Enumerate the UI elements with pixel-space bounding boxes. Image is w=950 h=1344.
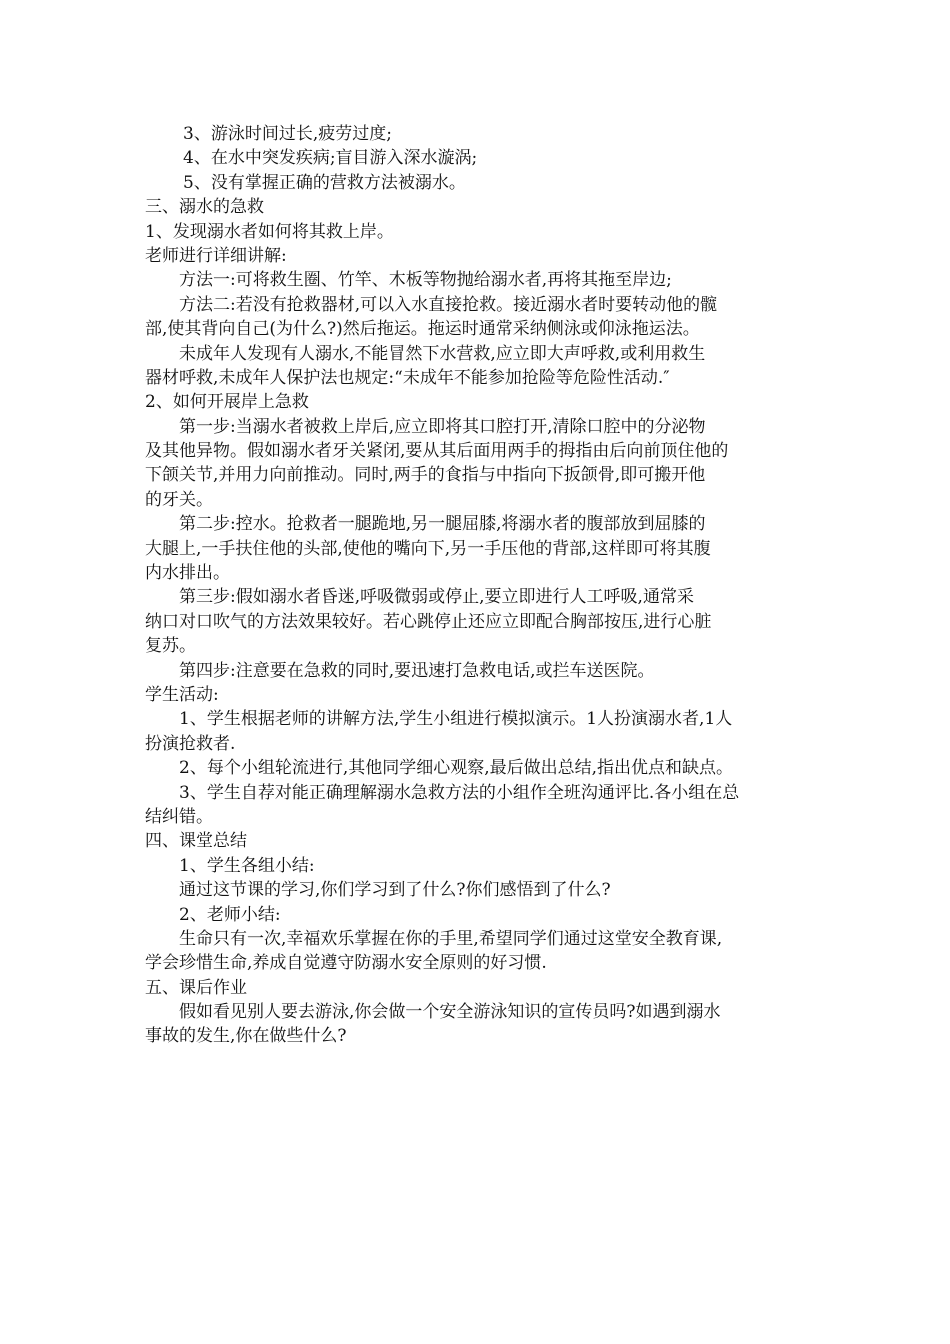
text-line: 通过这节课的学习,你们学习到了什么?你们感悟到了什么? bbox=[179, 880, 611, 901]
text-line: 第三步:假如溺水者昏迷,呼吸微弱或停止,要立即进行人工呼吸,通常采 bbox=[179, 587, 694, 608]
text-line: 1、学生各组小结: bbox=[179, 855, 315, 876]
text-line: 大腿上,一手扶住他的头部,使他的嘴向下,另一手压他的背部,这样即可将其腹 bbox=[145, 538, 711, 559]
text-line: 四、课堂总结 bbox=[145, 831, 247, 852]
text-line: 老师进行详细讲解: bbox=[145, 245, 287, 266]
text-line: 方法二:若没有抢救器材,可以入水直接抢救。接近溺水者时要转动他的髋 bbox=[179, 294, 718, 315]
text-line: 器材呼救,未成年人保护法也规定:“未成年不能参加抢险等危险性活动.″ bbox=[145, 367, 670, 388]
text-line: 3、学生自荐对能正确理解溺水急救方法的小组作全班沟通评比.各小组在总 bbox=[179, 782, 740, 803]
text-line: 内水排出。 bbox=[145, 563, 230, 584]
text-line: 2、如何开展岸上急救 bbox=[145, 392, 309, 413]
text-line: 及其他异物。假如溺水者牙关紧闭,要从其后面用两手的拇指由后向前顶住他的 bbox=[145, 441, 729, 462]
text-line: 方法一:可将救生圈、竹竿、木板等物抛给溺水者,再将其拖至岸边; bbox=[179, 270, 672, 291]
text-line: 的牙关。 bbox=[145, 489, 213, 510]
document-body bbox=[145, 122, 810, 1049]
text-line: 事故的发生,你在做些什么? bbox=[145, 1026, 347, 1047]
text-line: 5、没有掌握正确的营救方法被溺水。 bbox=[183, 172, 466, 193]
text-line: 学会珍惜生命,养成自觉遵守防溺水安全原则的好习惯. bbox=[145, 953, 547, 974]
text-line: 复苏。 bbox=[145, 636, 196, 657]
text-line: 学生活动: bbox=[145, 684, 219, 705]
text-line: 1、发现溺水者如何将其救上岸。 bbox=[145, 221, 394, 242]
text-line: 扮演抢救者. bbox=[145, 733, 236, 754]
text-line: 三、溺水的急救 bbox=[145, 197, 264, 218]
text-line: 第一步:当溺水者被救上岸后,应立即将其口腔打开,清除口腔中的分泌物 bbox=[179, 416, 706, 437]
text-line: 3、游泳时间过长,疲劳过度; bbox=[183, 124, 392, 144]
text-line: 2、每个小组轮流进行,其他同学细心观察,最后做出总结,指出优点和缺点。 bbox=[179, 758, 734, 779]
text-line: 未成年人发现有人溺水,不能冒然下水营救,应立即大声呼救,或利用救生 bbox=[179, 343, 706, 364]
text-line: 五、课后作业 bbox=[145, 977, 247, 998]
text-line: 1、学生根据老师的讲解方法,学生小组进行模拟演示。1人扮演溺水者,1人 bbox=[179, 709, 733, 730]
text-line: 生命只有一次,幸福欢乐掌握在你的手里,希望同学们通过这堂安全教育课, bbox=[179, 928, 723, 949]
text-line: 结纠错。 bbox=[145, 806, 213, 827]
text-line: 部,使其背向自己(为什么?)然后拖运。拖运时通常采纳侧泳或仰泳拖运法。 bbox=[145, 319, 700, 340]
text-line: 第二步:控水。抢救者一腿跪地,另一腿屈膝,将溺水者的腹部放到屈膝的 bbox=[179, 514, 706, 535]
text-line: 下颌关节,并用力向前推动。同时,两手的食指与中指向下扳颌骨,即可搬开他 bbox=[145, 465, 706, 486]
text-line: 纳口对口吹气的方法效果较好。若心跳停止还应立即配合胸部按压,进行心脏 bbox=[145, 611, 712, 632]
text-line: 2、老师小结: bbox=[179, 904, 281, 925]
text-line: 假如看见别人要去游泳,你会做一个安全游泳知识的宣传员吗?如遇到溺水 bbox=[179, 1002, 721, 1023]
text-line: 4、在水中突发疾病;盲目游入深水漩涡; bbox=[183, 148, 478, 169]
text-line: 第四步:注意要在急救的同时,要迅速打急救电话,或拦车送医院。 bbox=[179, 660, 655, 681]
